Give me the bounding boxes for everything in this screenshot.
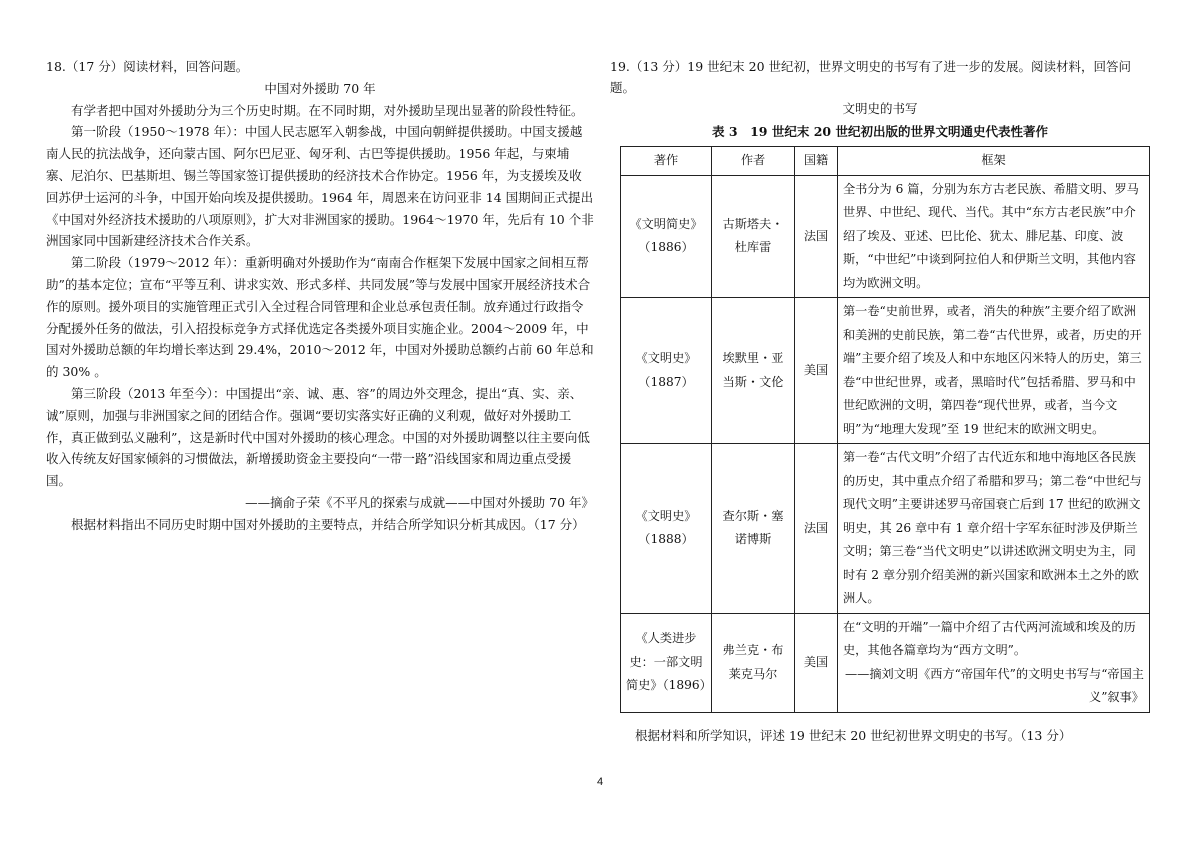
work-cell (621, 444, 712, 614)
q19-material-title: 文明史的书写 (842, 101, 918, 116)
column-header: 著作 (621, 147, 712, 176)
nation-cell: 法国 (795, 175, 838, 298)
work-year: （1887） (638, 374, 694, 389)
table-caption: 表 3 19 世纪末 20 世纪初出版的世界文明通史代表性著作 (712, 124, 1048, 139)
work-cell (621, 175, 712, 298)
frame-cell (838, 613, 1150, 712)
nation-cell: 美国 (795, 298, 838, 444)
q18-source: ——摘俞子荣《不平凡的探索与成就——中国对外援助 70 年》 (245, 494, 594, 510)
author-cell: 埃默里・亚当斯・文伦 (712, 298, 795, 444)
work-title: 《人类进步史：一部文明简史》（1896） (626, 631, 712, 693)
frame-cell: 全书分为 6 篇，分别为东方古老民族、希腊文明、罗马世界、中世纪、现代、当代。其中“东方古老民族”中介绍了埃及、亚述、巴比伦、犹太、腓尼基、印度、波斯，“中世纪”中谈到阿拉伯人和伊斯兰文明，其他内容均为欧洲文明。 (838, 175, 1150, 298)
frame-text: 在“文明的开端”一篇中介绍了古代两河流域和埃及的历史，其他各篇章均为“西方文明”。 (843, 619, 1136, 657)
nation-cell: 法国 (795, 444, 838, 614)
table-header-row (621, 147, 1150, 176)
q18-paragraph: 第二阶段（1979～2012 年）：重新明确对外援助作为“南南合作框架下发展中国家之间相互帮助”的基本定位；宣布“平等互利、讲求实效、形式多样、共同发展”等与发展中国家开展经济技术合作的原则。援外项目的实施管理正式引入全过程合同管理和企业总承包责任制。放弃通过行政指令分配援外任务的做法，引入招投标竞争方式择优选定各类援外项目实施企业。2004～2009 年，中国对外援助总额的年均增长率达到 29.4%，2010～2012 年，中国对外援助总额约占前 60 年总和的 30% 。 (46, 255, 594, 380)
q18-paragraph: 有学者把中国对外援助分为三个历史时期。在不同时期，对外援助呈现出显著的阶段性特征。 (71, 102, 584, 118)
work-title: 《文明简史》 (629, 216, 703, 231)
work-cell (621, 613, 712, 712)
frame-cell: 第一卷“史前世界，或者，消失的种族”主要介绍了欧洲和美洲的史前民族，第二卷“古代世界，或者，历史的开端”主要介绍了埃及人和中东地区闪米特人的历史，第三卷“中世纪世界，或者，黑暗时代”包括希腊、罗马和中世纪欧洲的文明，第四卷“现代世界，或者，当今文明”为“地理大发现”至 19 世纪末的欧洲文明史。 (838, 298, 1150, 444)
page-number: 4 (596, 776, 604, 788)
work-year: （1886） (638, 240, 694, 255)
q18-paragraph: 第一阶段（1950～1978 年）：中国人民志愿军入朝参战，中国向朝鲜提供援助。中国支援越南人民的抗法战争，还向蒙古国、阿尔巴尼亚、匈牙利、古巴等提供援助。1956 年起，与柬埔寨、尼泊尔、巴基斯坦、锡兰等国家签订提供援助的经济技术合作协定。1956 年，为支援埃及收回苏伊士运河的斗争，中国开始向埃及提供援助。1964 年，周恩来在访问亚非 14 国期间正式提出《中国对外经济技术援助的八项原则》，扩大对非洲国家的援助。1964～1970 年，先后有 10 个非洲国家同中国新建经济技术合作关系。 (46, 124, 594, 249)
author-cell: 古斯塔夫・杜库雷 (712, 175, 795, 298)
q19-header: 19.（13 分）19 世纪末 20 世纪初，世界文明史的书写有了进一步的发展。阅读材料，回答问题。 (610, 59, 1131, 95)
work-cell (621, 298, 712, 444)
question-18 (46, 56, 594, 536)
column-header: 作者 (712, 147, 795, 176)
question-19 (610, 56, 1150, 746)
q19-question: 根据材料和所学知识，评述 19 世纪末 20 世纪初世界文明史的书写。（13 分） (635, 727, 1072, 743)
q18-paragraph: 第三阶段（2013 年至今）：中国提出“亲、诚、惠、容”的周边外交理念，提出“真、实、亲、诚”原则，加强与非洲国家之间的团结合作。强调“要切实落实好正确的义利观，做好对外援助工作，真正做到弘义融利”，这是新时代中国对外援助的核心理念。中国的对外援助调整以往主要向低收入传统友好国家倾斜的习惯做法，新增援助资金主要投向“一带一路”沿线国家和周边重点受援国。 (46, 385, 590, 489)
work-title: 《文明史》 (635, 351, 697, 365)
author-cell: 查尔斯・塞诺博斯 (712, 444, 795, 614)
author-cell: 弗兰克・布莱克马尔 (712, 613, 795, 712)
table-row (621, 175, 1150, 298)
table-row (621, 444, 1150, 614)
frame-cell: 第一卷“古代文明”介绍了古代近东和地中海地区各民族的历史，其中重点介绍了希腊和罗马；第二卷“中世纪与现代文明”主要讲述罗马帝国衰亡后到 17 世纪的欧洲文明史，其 26 章中有 1 章介绍十字军东征时涉及伊斯兰文明；第三卷“当代文明史”以讲述欧洲文明史为主，同时有 2 章分别介绍美洲的新兴国家和欧洲本土之外的欧洲人。 (838, 444, 1150, 614)
work-year: （1888） (638, 532, 694, 547)
nation-cell: 美国 (795, 613, 838, 712)
q18-question: 根据材料指出不同历史时期中国对外援助的主要特点，并结合所学知识分析其成因。（17 分） (71, 516, 585, 532)
column-header: 国籍 (795, 147, 838, 176)
column-header: 框架 (838, 147, 1150, 176)
table-row (621, 298, 1150, 444)
q19-source: ——摘刘文明《西方“帝国年代”的文明史书写与“帝国主义”叙事》 (844, 666, 1144, 704)
q18-header: 18.（17 分）阅读材料，回答问题。 (46, 59, 249, 74)
works-table (620, 146, 1150, 713)
work-title: 《文明史》 (635, 508, 697, 523)
q18-material-title: 中国对外援助 70 年 (264, 80, 376, 96)
table-row (621, 613, 1150, 712)
